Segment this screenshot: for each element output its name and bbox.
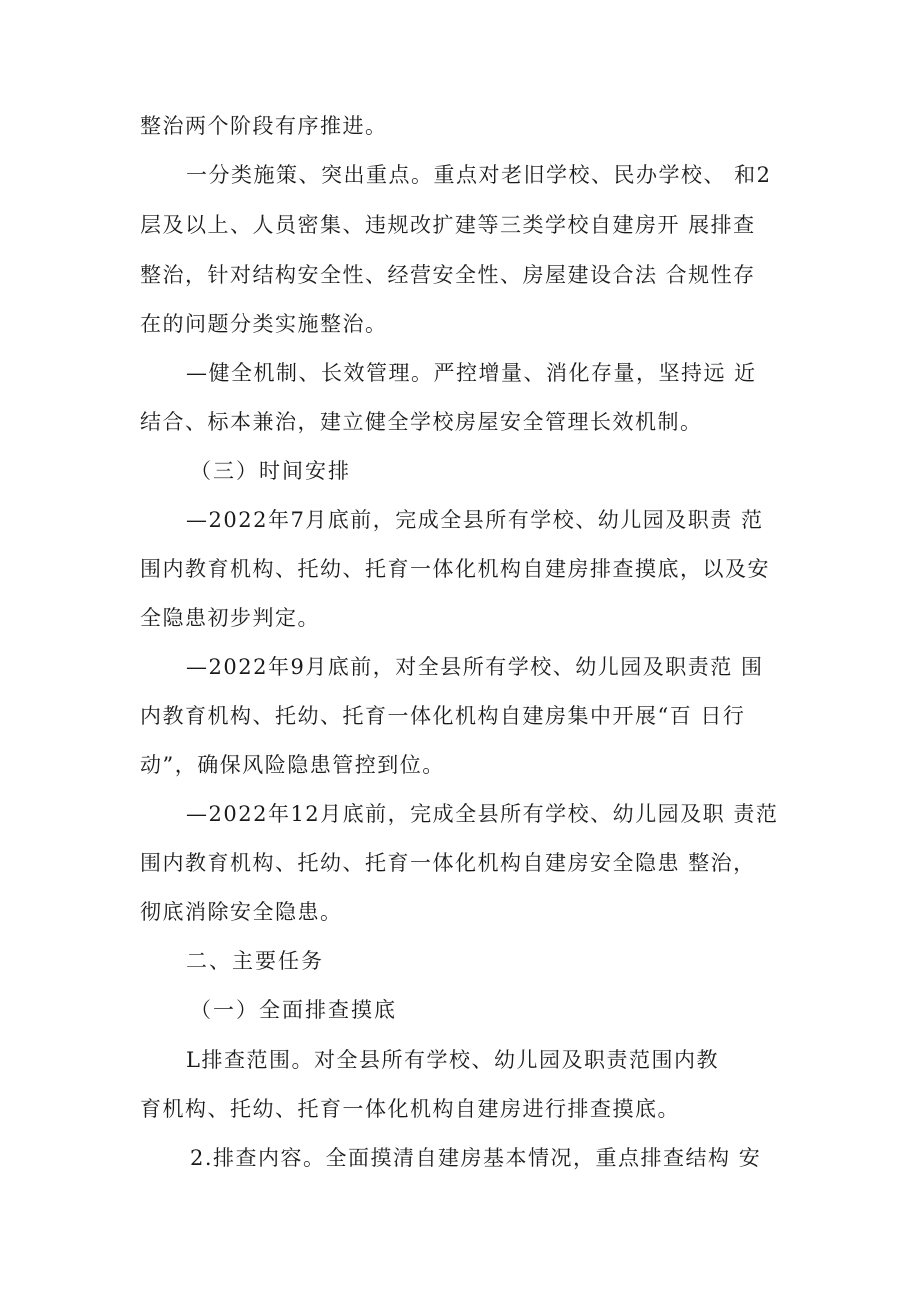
paragraph-line: 层及以上、人员密集、违规改扩建等三类学校自建房开 展排查 (140, 213, 756, 237)
paragraph-line: 围内教育机构、托幼、托育一体化机构自建房安全隐患 整治， (140, 851, 756, 875)
subsection-heading: （一）全面排查摸底 (190, 998, 397, 1022)
section-heading: （三）时间安排 (190, 459, 351, 483)
paragraph-line: 彻底消除安全隐患。 (140, 900, 343, 924)
section-heading: 二、主要任务 (186, 949, 324, 973)
paragraph-line: —2022年9月底前，对全县所有学校、幼儿园及职责范 围 (186, 655, 764, 679)
paragraph-line: 育机构、托幼、托育一体化机构自建房进行排查摸底。 (140, 1097, 680, 1121)
paragraph-line: 在的问题分类实施整治。 (140, 312, 388, 336)
paragraph-line: 整治，针对结构安全性、经营安全性、房屋建设合法 合规性存 (140, 263, 756, 287)
paragraph-line: 2.排查内容。全面摸清自建房基本情况，重点排查结构 安 (190, 1146, 762, 1170)
paragraph-line: 内教育机构、托幼、托育一体化机构自建房集中开展“百 日行 (140, 704, 746, 728)
paragraph-line: L排查范围。对全县所有学校、幼儿园及职责范围内教 (186, 1048, 719, 1072)
paragraph-line: —健全机制、长效管理。严控增量、消化存量，坚持远 近 (186, 361, 757, 385)
paragraph-line: 全隐患初步判定。 (140, 606, 320, 630)
paragraph-line: 结合、标本兼治，建立健全学校房屋安全管理长效机制。 (140, 410, 703, 434)
paragraph-line: —2022年12月底前，完成全县所有学校、幼儿园及职 责范 (186, 802, 779, 826)
paragraph-line: —2022年7月底前，完成全县所有学校、幼儿园及职责 范 (186, 508, 764, 532)
paragraph-line: 围内教育机构、托幼、托育一体化机构自建房排查摸底，以及安 (140, 557, 770, 581)
paragraph-line: 动”，确保风险隐患管控到位。 (140, 753, 445, 777)
paragraph-line: 一分类施策、突出重点。重点对老旧学校、民办学校、 和2 (186, 163, 772, 187)
paragraph-line: 整治两个阶段有序推进。 (140, 114, 388, 138)
